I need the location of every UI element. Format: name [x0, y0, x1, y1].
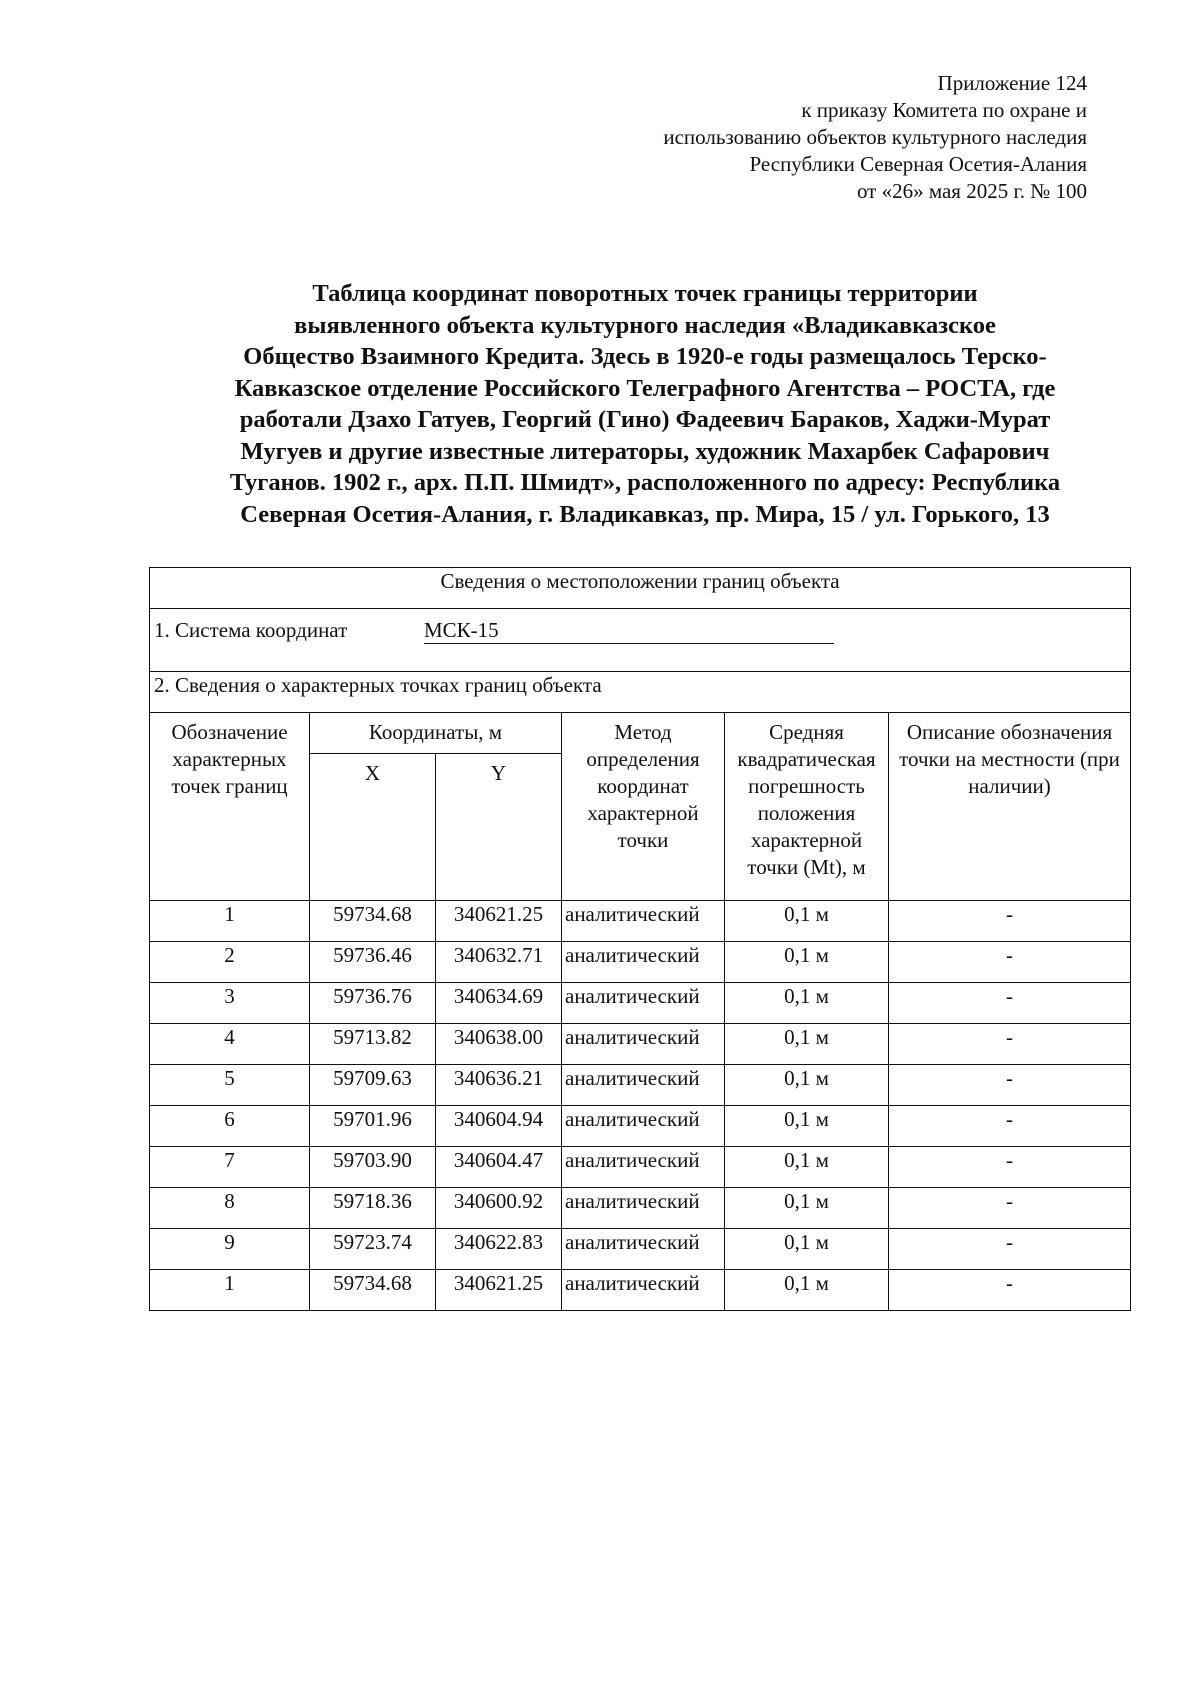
points-header: 2. Сведения о характерных точках границ объекта [150, 672, 1131, 713]
cell-point: 6 [150, 1106, 310, 1147]
cell-error: 0,1 м [725, 1229, 889, 1270]
cell-point: 2 [150, 942, 310, 983]
cell-description: - [889, 1024, 1131, 1065]
cell-description: - [889, 901, 1131, 942]
title-line: Туганов. 1902 г., арх. П.П. Шмидт», расположенного по адресу: Республика [229, 469, 1061, 496]
cell-method: аналитический [562, 1229, 725, 1270]
column-header-row [150, 713, 1131, 754]
cell-point: 7 [150, 1147, 310, 1188]
table-row [150, 1270, 1131, 1311]
table-row [150, 983, 1131, 1024]
cell-x: 59701.96 [310, 1106, 436, 1147]
cell-error: 0,1 м [725, 1147, 889, 1188]
cell-description: - [889, 1229, 1131, 1270]
cell-method: аналитический [562, 901, 725, 942]
col-designation-header: Обозначение характерных точек границ [150, 713, 310, 901]
col-x-header: X [310, 754, 436, 901]
title-line: Кавказское отделение Российского Телеграфного Агентства – РОСТА, где [234, 374, 1056, 402]
appendix-line: использованию объектов культурного наследия [663, 125, 1087, 149]
cell-y: 340638.00 [436, 1024, 562, 1065]
cell-method: аналитический [562, 1024, 725, 1065]
cell-x: 59703.90 [310, 1147, 436, 1188]
cell-x: 59734.68 [310, 901, 436, 942]
cell-method: аналитический [562, 1065, 725, 1106]
appendix-header [663, 70, 1087, 205]
cell-x: 59713.82 [310, 1024, 436, 1065]
appendix-line: к приказу Комитета по охране и [801, 98, 1087, 122]
cell-y: 340621.25 [436, 1270, 562, 1311]
cell-description: - [889, 1188, 1131, 1229]
table-row [150, 1024, 1131, 1065]
cell-method: аналитический [562, 942, 725, 983]
coordinate-system-label: 1. Система координат [154, 618, 348, 642]
section-header: Сведения о местоположении границ объекта [150, 568, 1131, 609]
cell-error: 0,1 м [725, 1065, 889, 1106]
cell-error: 0,1 м [725, 1270, 889, 1311]
title-line: Мугуев и другие известные литераторы, художник Махарбек Сафарович [240, 437, 1050, 465]
title-line: Таблица координат поворотных точек границы территории [312, 280, 978, 307]
cell-error: 0,1 м [725, 942, 889, 983]
cell-description: - [889, 1147, 1131, 1188]
section-header-row [150, 568, 1131, 609]
cell-point: 8 [150, 1188, 310, 1229]
cell-method: аналитический [562, 1270, 725, 1311]
coordinate-system-value: МСК-15 [424, 618, 834, 644]
col-coordinates-header: Координаты, м [310, 713, 562, 754]
document-title [150, 278, 1140, 530]
cell-point: 9 [150, 1229, 310, 1270]
title-line: выявленного объекта культурного наследия «Владикавказское [294, 311, 996, 339]
cell-x: 59723.74 [310, 1229, 436, 1270]
cell-x: 59709.63 [310, 1065, 436, 1106]
cell-error: 0,1 м [725, 1106, 889, 1147]
table-row [150, 901, 1131, 942]
table-row [150, 1065, 1131, 1106]
col-error-header: Средняя квадратическая погрешность положения характерной точки (Mt), м [725, 713, 889, 901]
coordinates-table [149, 567, 1131, 1311]
cell-y: 340621.25 [436, 901, 562, 942]
table-row [150, 1147, 1131, 1188]
cell-y: 340604.94 [436, 1106, 562, 1147]
cell-y: 340604.47 [436, 1147, 562, 1188]
cell-point: 3 [150, 983, 310, 1024]
title-line: Северная Осетия-Алания, г. Владикавказ, пр. Мира, 15 / ул. Горького, 13 [240, 500, 1050, 528]
table-row [150, 942, 1131, 983]
cell-method: аналитический [562, 983, 725, 1024]
cell-x: 59736.46 [310, 942, 436, 983]
cell-y: 340622.83 [436, 1229, 562, 1270]
cell-y: 340636.21 [436, 1065, 562, 1106]
table-row [150, 1188, 1131, 1229]
cell-y: 340600.92 [436, 1188, 562, 1229]
cell-error: 0,1 м [725, 983, 889, 1024]
cell-error: 0,1 м [725, 1024, 889, 1065]
cell-description: - [889, 1106, 1131, 1147]
cell-y: 340632.71 [436, 942, 562, 983]
table-row [150, 1106, 1131, 1147]
points-header-row [150, 672, 1131, 713]
col-method-header: Метод определения координат характерной точки [562, 713, 725, 901]
cell-point: 1 [150, 1270, 310, 1311]
title-line: Общество Взаимного Кредита. Здесь в 1920-е годы размещалось Терско- [243, 343, 1047, 370]
cell-error: 0,1 м [725, 1188, 889, 1229]
cell-description: - [889, 1065, 1131, 1106]
title-line: работали Дзахо Гатуев, Георгий (Гино) Фадеевич Бараков, Хаджи-Мурат [239, 406, 1051, 433]
appendix-line: Республики Северная Осетия-Алания [749, 152, 1087, 176]
cell-method: аналитический [562, 1147, 725, 1188]
cell-error: 0,1 м [725, 901, 889, 942]
cell-point: 4 [150, 1024, 310, 1065]
cell-method: аналитический [562, 1106, 725, 1147]
coordinate-system-row [150, 609, 1131, 672]
cell-x: 59734.68 [310, 1270, 436, 1311]
appendix-line: Приложение 124 [937, 71, 1087, 95]
cell-point: 1 [150, 901, 310, 942]
cell-point: 5 [150, 1065, 310, 1106]
col-description-header: Описание обозначения точки на местности (при наличии) [889, 713, 1131, 901]
cell-description: - [889, 942, 1131, 983]
table-row [150, 1229, 1131, 1270]
cell-method: аналитический [562, 1188, 725, 1229]
appendix-line: от «26» мая 2025 г. № 100 [856, 179, 1087, 203]
cell-x: 59736.76 [310, 983, 436, 1024]
col-y-header: Y [436, 754, 562, 901]
cell-description: - [889, 1270, 1131, 1311]
cell-x: 59718.36 [310, 1188, 436, 1229]
cell-description: - [889, 983, 1131, 1024]
cell-y: 340634.69 [436, 983, 562, 1024]
